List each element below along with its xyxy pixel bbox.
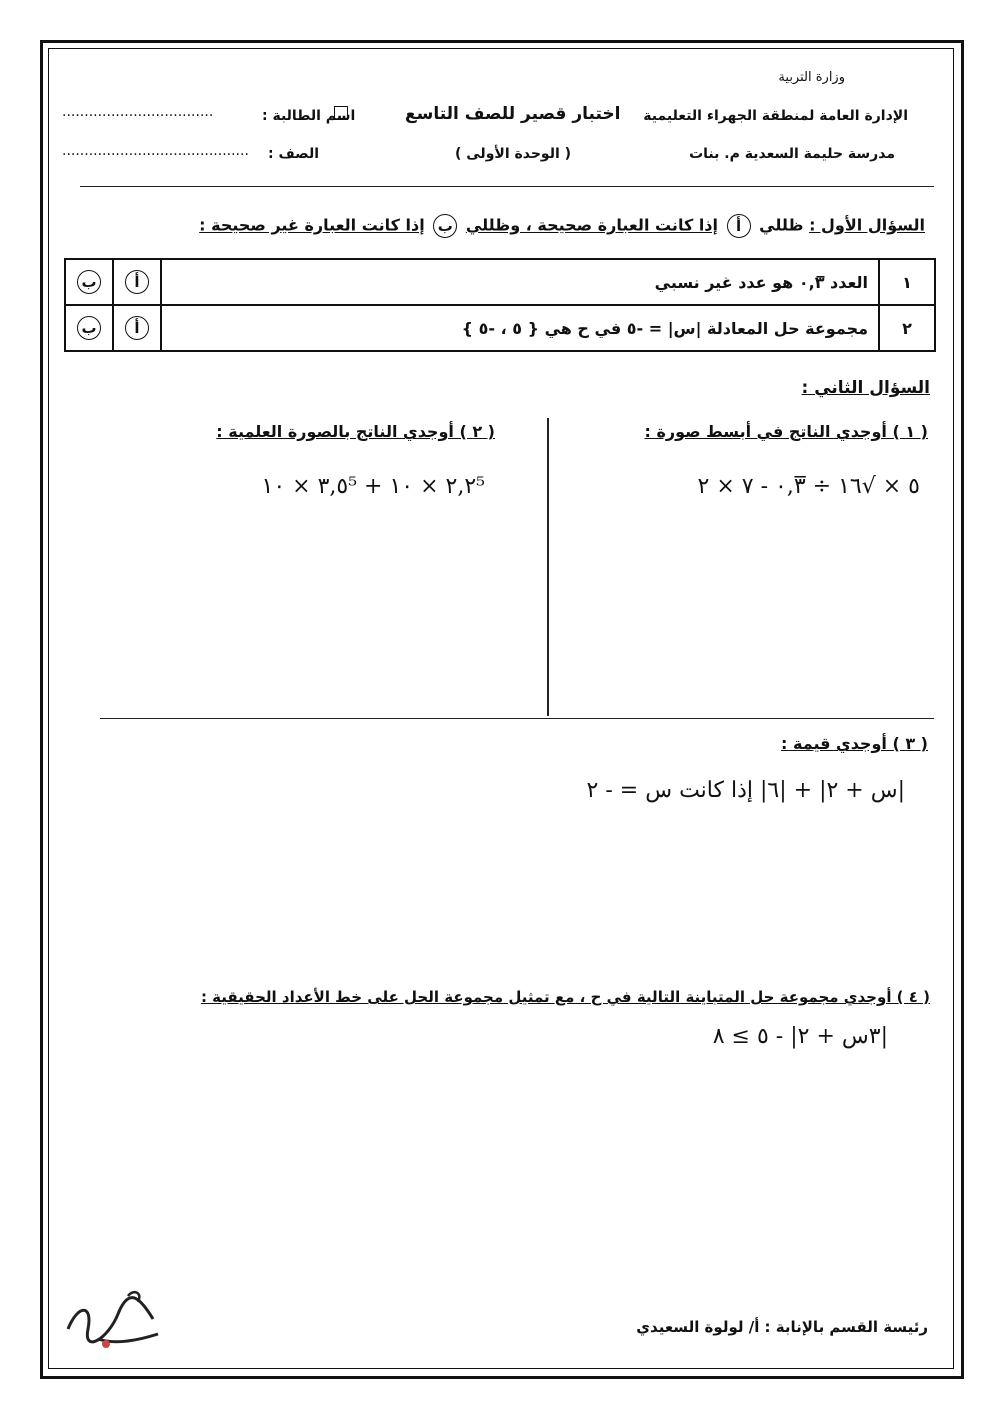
school-label: مدرسة حليمة السعدية م. بنات [689,146,895,162]
signature-icon [58,1284,168,1354]
q2-title: السؤال الثاني : [801,378,930,398]
table-row [65,305,935,351]
checkbox-icon [334,106,348,120]
ministry-label: وزارة التربية [778,70,845,85]
q2-part1-label: ( ١ ) أوجدي الناتج في أبسط صورة : [644,422,928,441]
row-number: ١ [879,259,935,305]
class-field[interactable]: .......................................... [62,143,249,159]
q2-part4-label: ( ٤ ) أوجدي مجموعة حل المتباينة التالية في ح ، مع تمثيل مجموعة الحل على خط الأعداد الحقيقية : [200,988,930,1006]
q1-instruction-b: إذا كانت العبارة صحيحة ، وظللي [465,215,718,235]
row-number: ٢ [879,305,935,351]
answer-b[interactable]: ب [65,305,113,351]
section-divider [100,718,934,719]
signature-logo [58,1284,168,1363]
option-b-circle: ب [433,214,457,238]
table-row [65,259,935,305]
student-name-field[interactable]: .................................. [62,104,214,120]
answer-a[interactable]: أ [113,305,161,351]
student-name-label: اسم الطالبة : [262,108,356,124]
q2-part3-expression: |س + ٢| + |٦| إذا كانت س = - ٢ [586,778,905,803]
q2-part1-expression: ٥ × √١٦ ÷ ٠,٣̅ - ٧ × ٢ [697,474,920,499]
row-statement: العدد ٠,٣̅ هو عدد غير نسبي [161,259,879,305]
answer-a[interactable]: أ [113,259,161,305]
quiz-title: اختبار قصير للصف التاسع [405,104,621,124]
q1-instruction-a: ظللي [759,215,804,235]
answer-b[interactable]: ب [65,259,113,305]
q1-heading [199,214,925,238]
q2-part2-expression: ٣,٥ × ١٠⁵ + ٢,٢ × ١٠⁵ [261,474,485,499]
q2-part4-expression: |٣س + ٢| - ٥ ≥ ٨ [712,1024,888,1049]
header-divider [80,186,934,187]
district-label: الإدارة العامة لمنطقة الجهراء التعليمية [643,108,908,124]
q2-part2-label: ( ٢ ) أوجدي الناتج بالصورة العلمية : [216,422,495,441]
option-a-circle: أ [727,214,751,238]
footer-head-of-dept: رئيسة القسم بالإنابة : أ/ لولوة السعيدي [636,1318,928,1336]
q1-title: السؤال الأول : [809,215,925,235]
unit-label: ( الوحدة الأولى ) [455,146,572,162]
page-border-inner [48,48,954,1369]
row-statement: مجموعة حل المعادلة |س| = -٥ في ح هي { ٥ ، -٥ } [161,305,879,351]
q1-instruction-c: إذا كانت العبارة غير صحيحة : [199,215,425,235]
q2-part3-label: ( ٣ ) أوجدي قيمة : [781,734,928,753]
q1-table [64,258,936,352]
class-label: الصف : [268,146,319,162]
column-divider [547,418,549,716]
